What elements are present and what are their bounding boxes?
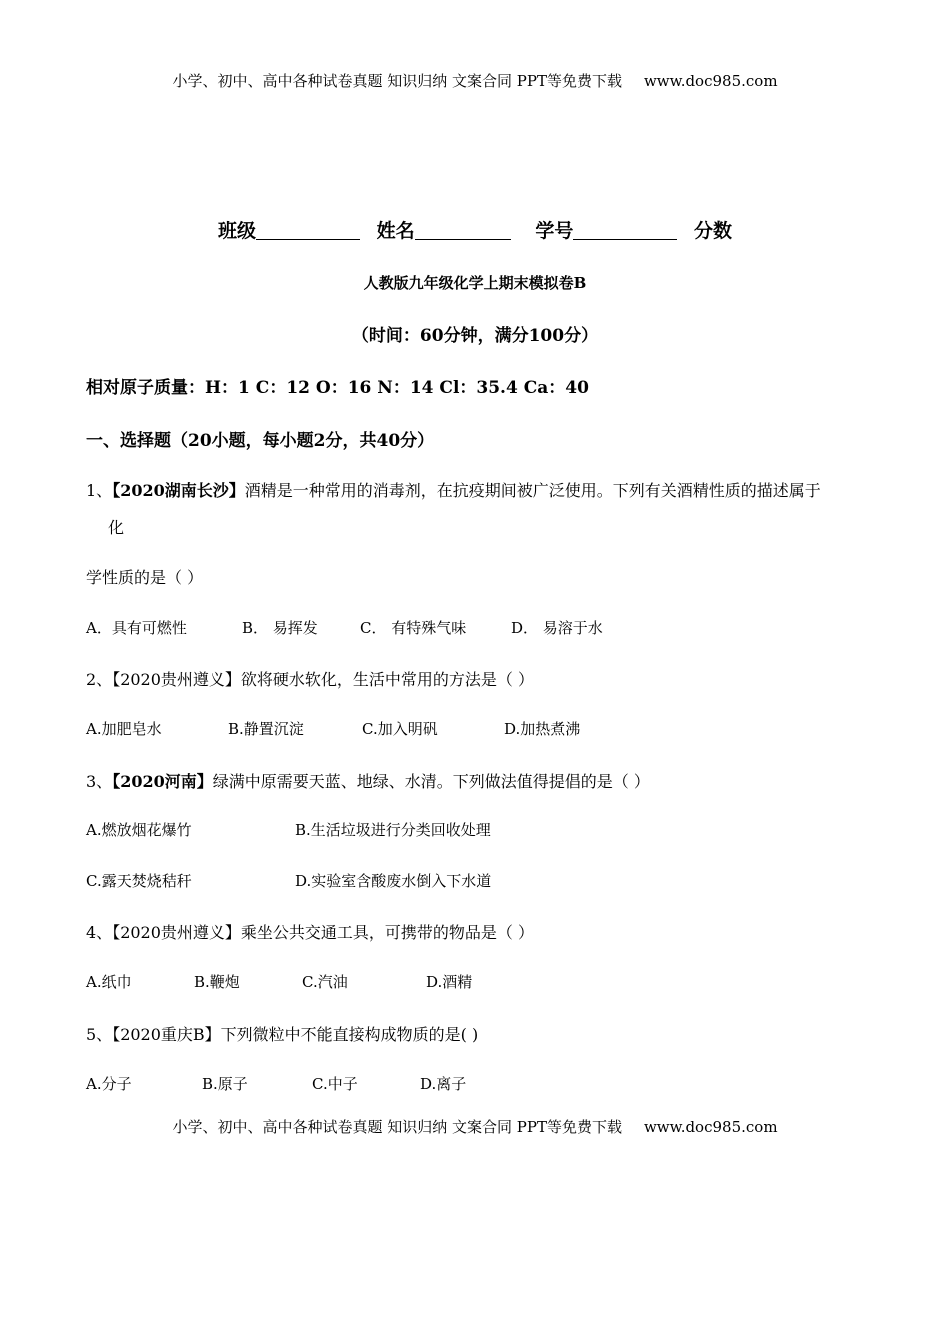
score-label: 分数 xyxy=(693,220,732,242)
header-text: 小学、初中、高中各种试卷真题 知识归纳 文案合同 PPT等免费下载 xyxy=(172,72,622,90)
option[interactable]: C.加入明矾 xyxy=(362,720,438,738)
question-text: 欲将硬水软化，生活中常用的方法是（ ） xyxy=(240,670,535,689)
page-header xyxy=(0,70,950,91)
header-site-link[interactable]: www.doc985.com xyxy=(643,72,778,90)
question-5-options xyxy=(86,1073,786,1095)
question-number: 5、 xyxy=(86,1025,113,1044)
class-blank[interactable] xyxy=(256,219,360,240)
option[interactable]: C.露天焚烧秸秆 xyxy=(86,872,192,890)
atomic-masses: 相对原子质量：H：1 C：12 O：16 N：14 Cl：35.4 Ca：40 xyxy=(86,378,589,398)
option[interactable]: C.中子 xyxy=(312,1075,358,1093)
question-3-options-row1 xyxy=(86,819,786,841)
option[interactable]: B.生活垃圾进行分类回收处理 xyxy=(295,821,491,839)
option[interactable]: D.酒精 xyxy=(426,973,473,991)
page-footer xyxy=(0,1116,950,1137)
question-5 xyxy=(86,1022,478,1045)
question-number: 4、 xyxy=(86,923,113,942)
question-text: 绿满中原需要天蓝、地绿、水清。下列做法值得提倡的是（ ） xyxy=(212,772,650,791)
question-3-options-row2 xyxy=(86,870,786,892)
question-1-cont: 化 xyxy=(108,518,125,537)
question-2-options xyxy=(86,718,786,740)
name-blank[interactable] xyxy=(415,219,511,240)
option[interactable]: B.原子 xyxy=(202,1075,248,1093)
question-2 xyxy=(86,667,534,690)
option[interactable]: A．具有可燃性 xyxy=(86,619,187,637)
option[interactable]: A.燃放烟花爆竹 xyxy=(86,821,192,839)
option[interactable]: D.实验室含酸废水倒入下水道 xyxy=(295,872,492,890)
exam-time: （时间：60分钟，满分100分） xyxy=(351,326,599,346)
question-text: 下列微粒中不能直接构成物质的是( ) xyxy=(220,1025,479,1044)
question-3 xyxy=(86,769,650,792)
option[interactable]: C． 有特殊气味 xyxy=(360,619,467,637)
question-1 xyxy=(86,478,821,501)
question-text: 酒精是一种常用的消毒剂，在抗疫期间被广泛使用。下列有关酒精性质的描述属于 xyxy=(244,481,821,500)
question-number: 1、 xyxy=(86,481,113,500)
footer-text: 小学、初中、高中各种试卷真题 知识归纳 文案合同 PPT等免费下载 xyxy=(172,1118,622,1136)
question-4-options xyxy=(86,971,786,993)
question-4 xyxy=(86,920,534,943)
number-blank[interactable] xyxy=(573,219,677,240)
question-source: 【2020河南】 xyxy=(112,772,213,791)
option[interactable]: B.静置沉淀 xyxy=(228,720,304,738)
exam-title: 人教版九年级化学上期末模拟卷B xyxy=(363,274,587,292)
option[interactable]: A.加肥皂水 xyxy=(86,720,162,738)
question-number: 3、 xyxy=(86,772,113,791)
question-source: 【2020重庆B】 xyxy=(112,1025,221,1044)
option[interactable]: D.加热煮沸 xyxy=(504,720,581,738)
option[interactable]: C.汽油 xyxy=(302,973,348,991)
option[interactable]: B． 易挥发 xyxy=(242,619,318,637)
question-source: 【2020湖南长沙】 xyxy=(112,481,245,500)
option[interactable]: D． 易溶于水 xyxy=(511,619,603,637)
option[interactable]: A.分子 xyxy=(86,1075,132,1093)
question-1-cont2: 学性质的是（ ） xyxy=(86,568,204,587)
class-label: 班级 xyxy=(218,220,257,242)
option[interactable]: D.离子 xyxy=(420,1075,467,1093)
question-source: 【2020贵州遵义】 xyxy=(112,670,241,689)
number-label: 学号 xyxy=(535,220,574,242)
name-label: 姓名 xyxy=(376,220,415,242)
section-title: 一、选择题（20小题，每小题2分，共40分） xyxy=(86,431,435,451)
question-source: 【2020贵州遵义】 xyxy=(112,923,241,942)
option[interactable]: B.鞭炮 xyxy=(194,973,240,991)
question-1-options xyxy=(86,617,786,639)
footer-site-link[interactable]: www.doc985.com xyxy=(643,1118,778,1136)
question-text: 乘坐公共交通工具，可携带的物品是（ ） xyxy=(240,923,535,942)
option[interactable]: A.纸巾 xyxy=(86,973,132,991)
question-number: 2、 xyxy=(86,670,113,689)
student-info-line xyxy=(0,216,950,243)
